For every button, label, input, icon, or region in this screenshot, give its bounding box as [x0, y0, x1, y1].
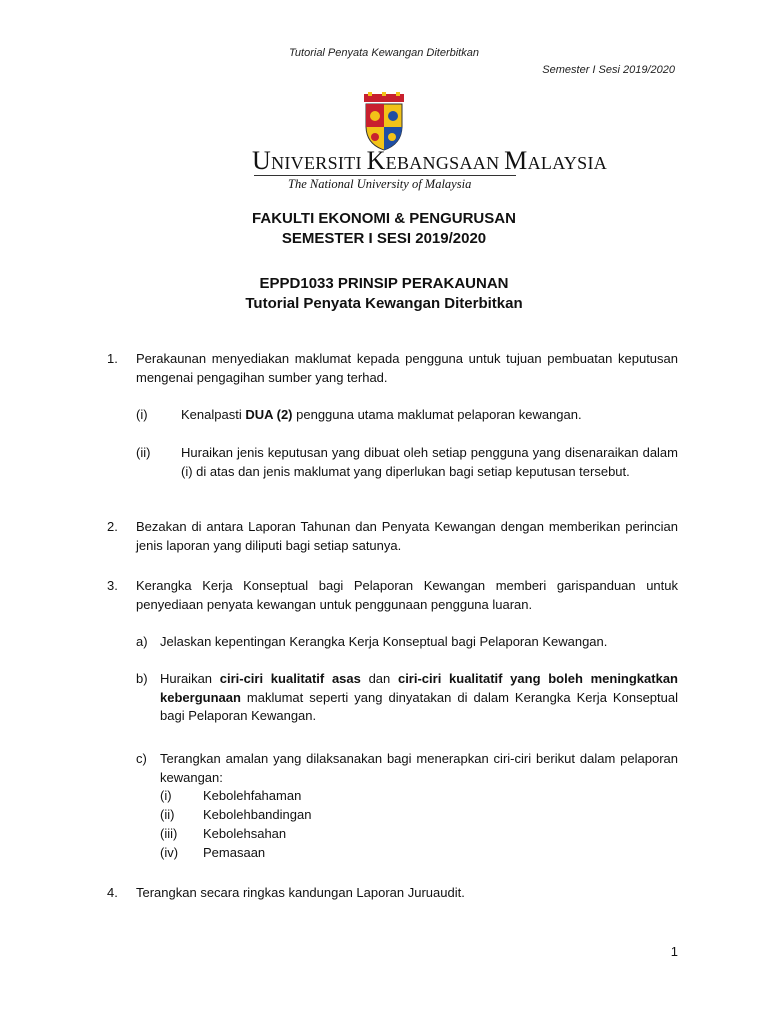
university-subtitle: The National University of Malaysia: [288, 177, 472, 191]
logo-divider: [254, 175, 516, 176]
q3-b-text: Huraikan ciri-ciri kualitatif asas dan ciri-ciri kualitatif yang boleh meningkatkan kebergunaan maklumat seperti yang dinyatakan di dalam Kerangka Kerja Konseptual bagi Pelaporan Kewangan.: [160, 671, 678, 723]
q3-c-item-label: (iv): [160, 845, 179, 860]
q2-number: 2.: [107, 519, 118, 534]
q3-a-label: a): [136, 634, 148, 649]
faculty-title: FAKULTI EKONOMI & PENGURUSAN: [252, 210, 516, 227]
running-header-title: Tutorial Penyata Kewangan Diterbitkan: [289, 47, 479, 59]
q3-c-item-text: Pemasaan: [203, 845, 266, 860]
page-number: 1: [670, 944, 678, 959]
q3-c-item-text: Kebolehsahan: [203, 826, 287, 841]
university-logo: [244, 92, 608, 194]
running-header-semester: Semester I Sesi 2019/2020: [542, 64, 675, 76]
q3-b-label: b): [136, 671, 148, 686]
q3-c-label: c): [136, 751, 147, 766]
q3-number: 3.: [107, 578, 118, 593]
semester-title: SEMESTER I SESI 2019/2020: [281, 230, 487, 247]
q3-c-item-text: Kebolehfahaman: [203, 788, 302, 803]
q1-ii-text: Huraikan jenis keputusan yang dibuat oleh setiap pengguna yang disenaraikan dalam (i) di atas dan jenis maklumat yang diperlukan bagi setiap keputusan tersebut.: [181, 445, 678, 479]
university-name: UNIVERSITI KEBANGSAAN MALAYSIA: [252, 146, 608, 175]
university-crest-icon: [354, 92, 414, 152]
q2-text: Bezakan di antara Laporan Tahunan dan Penyata Kewangan dengan memberikan perincian jenis laporan yang diliputi bagi setiap satunya.: [136, 519, 678, 553]
course-title: EPPD1033 PRINSIP PERAKAUNAN: [259, 275, 509, 292]
q1-ii-label: (ii): [136, 445, 151, 460]
q1-text: Perakaunan menyediakan maklumat kepada pengguna untuk tujuan pembuatan keputusan mengenai pengagihan sumber yang terhad.: [136, 351, 678, 385]
q3-c-text: Terangkan amalan yang dilaksanakan bagi menerapkan ciri-ciri berikut dalam pelaporan kewangan:: [160, 751, 678, 785]
q3-text: Kerangka Kerja Konseptual bagi Pelaporan Kewangan memberi garispanduan untuk penyediaan penyata kewangan untuk penggunaan pengguna luaran.: [136, 578, 678, 612]
q4-number: 4.: [107, 885, 118, 900]
q4-text: Terangkan secara ringkas kandungan Laporan Juruaudit.: [136, 885, 465, 900]
q1-number: 1.: [107, 351, 118, 366]
q3-c-item-label: (i): [160, 788, 172, 803]
q3-a-text: Jelaskan kepentingan Kerangka Kerja Konseptual bagi Pelaporan Kewangan.: [160, 634, 608, 649]
q3-c-item-label: (ii): [160, 807, 175, 822]
q1-i-text: Kenalpasti DUA (2) pengguna utama maklumat pelaporan kewangan.: [181, 407, 582, 422]
q1-i-label: (i): [136, 407, 148, 422]
tutorial-title: Tutorial Penyata Kewangan Diterbitkan: [245, 295, 523, 312]
q3-c-item-text: Kebolehbandingan: [203, 807, 312, 822]
q3-c-item-label: (iii): [160, 826, 178, 841]
